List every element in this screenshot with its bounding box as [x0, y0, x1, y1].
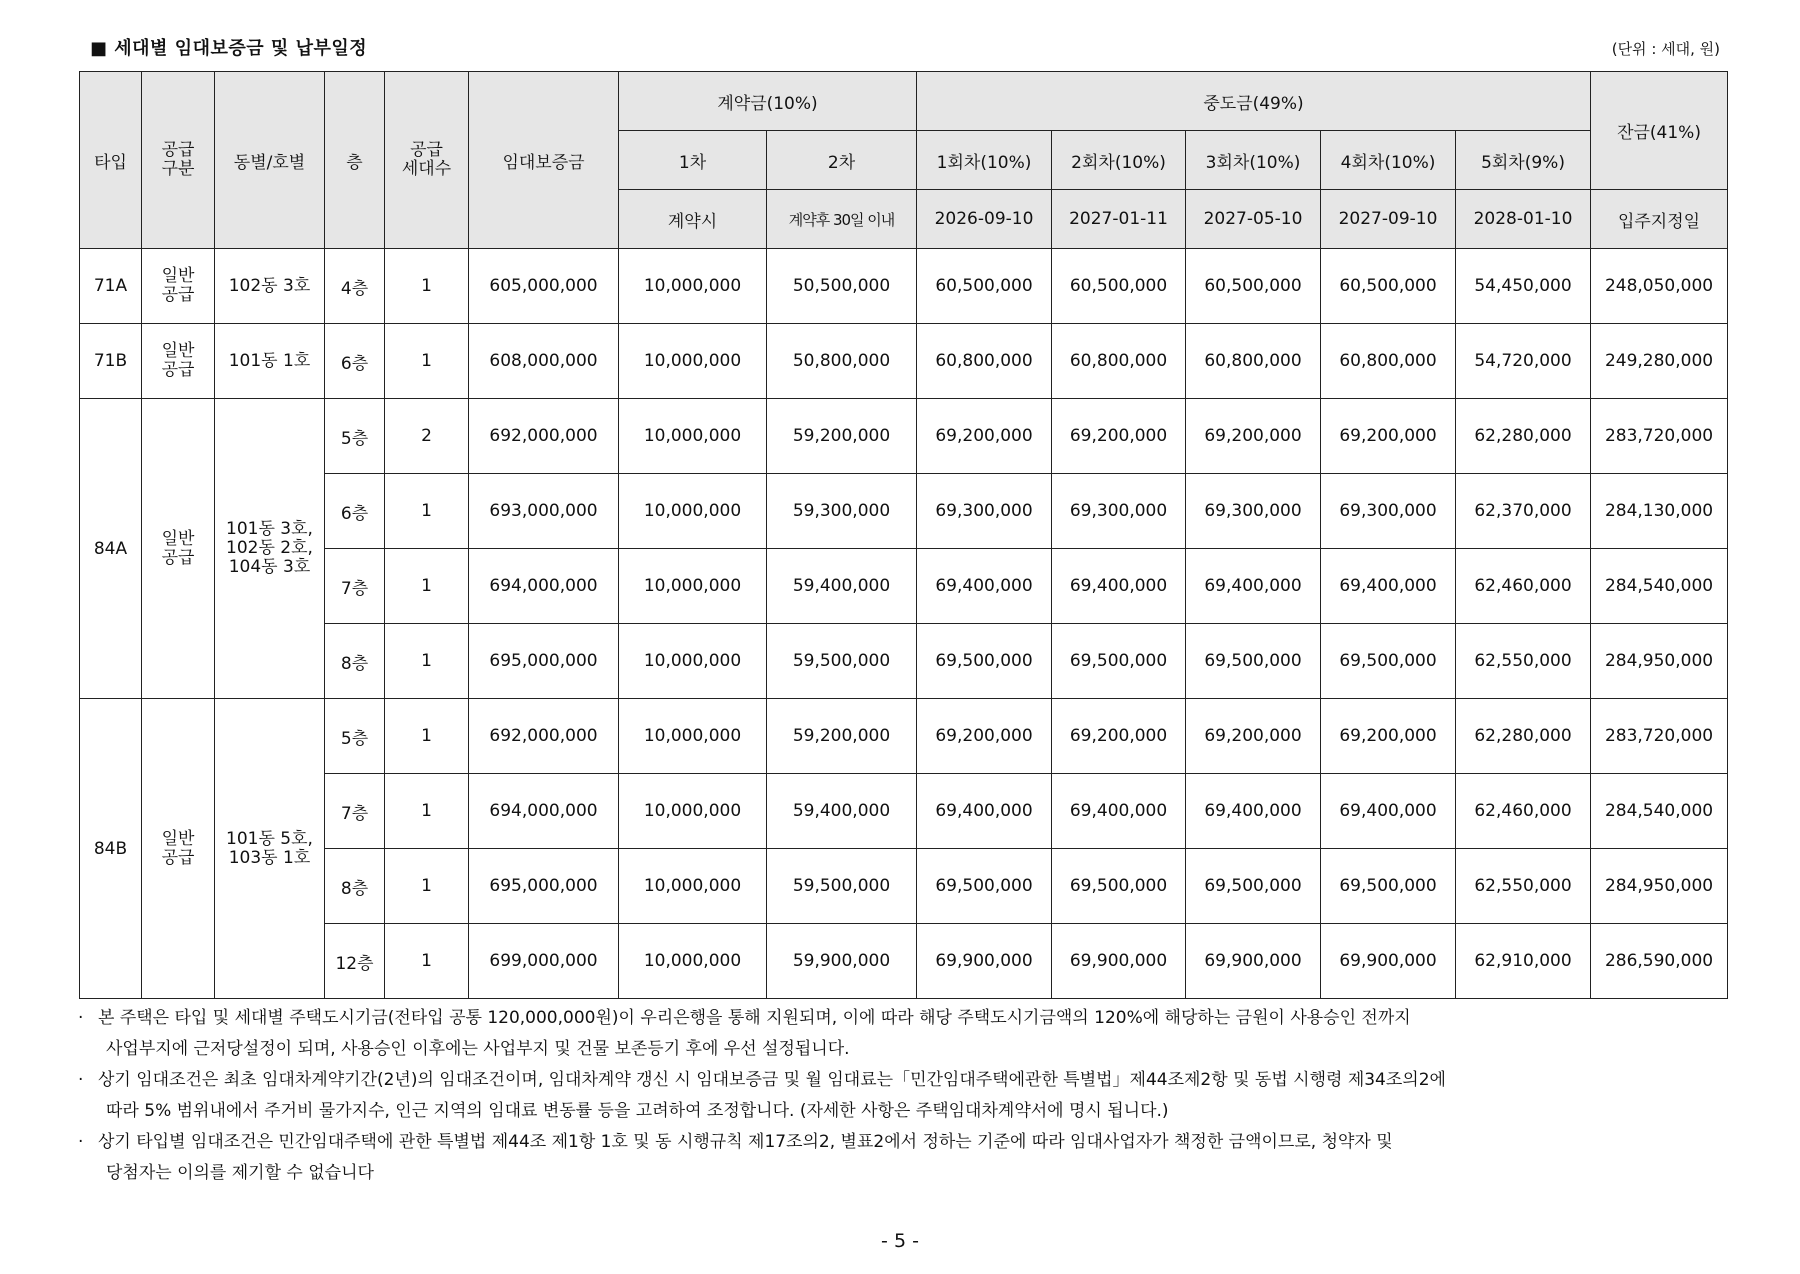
contract-second-cell: 59,200,000 — [767, 399, 917, 474]
supply-kind-cell — [142, 249, 215, 324]
interim-5-cell: 62,280,000 — [1456, 699, 1591, 774]
floor-cell: 4층 — [325, 249, 385, 324]
households-cell: 1 — [385, 774, 469, 849]
col-interim: 중도금(49%) — [917, 72, 1591, 131]
floor-cell: 7층 — [325, 774, 385, 849]
interim-5-cell: 62,460,000 — [1456, 549, 1591, 624]
interim-4-cell: 60,800,000 — [1321, 324, 1456, 399]
floor-cell: 8층 — [325, 849, 385, 924]
note-line: 따라 5% 범위내에서 주거비 물가지수, 인근 지역의 임대료 변동률 등을 고려하여 조정합니다. (자세한 사항은 주택임대차계약서에 명시 됩니다.) — [106, 1101, 1169, 1121]
col-interim-4: 4회차(10%) — [1321, 131, 1456, 190]
col-balance: 잔금(41%) — [1591, 72, 1728, 190]
interim-1-cell: 69,400,000 — [917, 549, 1052, 624]
building-unit-cell — [215, 249, 325, 324]
floor-cell: 6층 — [325, 474, 385, 549]
supply-kind-label: 일반 공급 — [161, 828, 195, 868]
balance-cell: 284,540,000 — [1591, 549, 1728, 624]
interim-4-cell: 69,300,000 — [1321, 474, 1456, 549]
balance-cell: 283,720,000 — [1591, 699, 1728, 774]
note-item — [78, 1065, 1728, 1127]
interim-3-cell: 69,500,000 — [1186, 624, 1321, 699]
floor-cell: 8층 — [325, 624, 385, 699]
note-bullet: · — [78, 1132, 84, 1152]
interim-1-cell: 60,500,000 — [917, 249, 1052, 324]
balance-cell: 283,720,000 — [1591, 399, 1728, 474]
deposit-schedule-table — [79, 71, 1728, 999]
households-cell: 1 — [385, 699, 469, 774]
deposit-cell: 694,000,000 — [469, 774, 619, 849]
building-unit-cell — [215, 399, 325, 699]
interim-4-cell: 69,500,000 — [1321, 624, 1456, 699]
contract-second-cell: 59,500,000 — [767, 849, 917, 924]
interim-3-cell: 69,500,000 — [1186, 849, 1321, 924]
households-cell: 1 — [385, 624, 469, 699]
building-unit-label: 101동 1호 — [228, 351, 311, 371]
note-line: 상기 타입별 임대조건은 민간임대주택에 관한 특별법 제44조 제1항 1호 및 동 시행규칙 제17조의2, 별표2에서 정하는 기준에 따라 임대사업자가 책정한 금액이므로, 청약자 및 — [98, 1132, 1393, 1152]
contract-second-cell: 50,800,000 — [767, 324, 917, 399]
interim-5-cell: 62,910,000 — [1456, 924, 1591, 999]
date-interim-4: 2027-09-10 — [1321, 190, 1456, 249]
interim-1-cell: 69,200,000 — [917, 699, 1052, 774]
interim-1-cell: 60,800,000 — [917, 324, 1052, 399]
when-balance: 입주지정일 — [1591, 190, 1728, 249]
interim-5-cell: 62,460,000 — [1456, 774, 1591, 849]
interim-1-cell: 69,300,000 — [917, 474, 1052, 549]
col-interim-2: 2회차(10%) — [1052, 131, 1186, 190]
interim-4-cell: 69,500,000 — [1321, 849, 1456, 924]
section-header — [90, 34, 1720, 64]
interim-5-cell: 62,370,000 — [1456, 474, 1591, 549]
balance-cell: 284,540,000 — [1591, 774, 1728, 849]
interim-3-cell: 60,500,000 — [1186, 249, 1321, 324]
floor-cell: 6층 — [325, 324, 385, 399]
col-contract: 계약금(10%) — [619, 72, 917, 131]
contract-second-cell: 59,400,000 — [767, 549, 917, 624]
contract-second-cell: 59,300,000 — [767, 474, 917, 549]
interim-2-cell: 69,400,000 — [1052, 774, 1186, 849]
deposit-cell: 692,000,000 — [469, 699, 619, 774]
deposit-cell: 694,000,000 — [469, 549, 619, 624]
floor-cell: 5층 — [325, 399, 385, 474]
households-cell: 2 — [385, 399, 469, 474]
type-cell: 71A — [80, 249, 142, 324]
interim-2-cell: 69,300,000 — [1052, 474, 1186, 549]
interim-3-cell: 69,200,000 — [1186, 699, 1321, 774]
deposit-cell: 693,000,000 — [469, 474, 619, 549]
table-row — [80, 624, 1728, 699]
table-row — [80, 924, 1728, 999]
contract-second-cell: 59,200,000 — [767, 699, 917, 774]
balance-cell: 248,050,000 — [1591, 249, 1728, 324]
interim-2-cell: 60,500,000 — [1052, 249, 1186, 324]
table-body — [80, 249, 1728, 999]
col-contract-second: 2차 — [767, 131, 917, 190]
contract-second-cell: 59,500,000 — [767, 624, 917, 699]
note-bullet: · — [78, 1008, 84, 1028]
supply-kind-cell — [142, 399, 215, 699]
col-interim-5: 5회차(9%) — [1456, 131, 1591, 190]
interim-5-cell: 54,720,000 — [1456, 324, 1591, 399]
building-unit-label: 101동 3호, 102동 2호, 104동 3호 — [226, 519, 313, 577]
households-cell: 1 — [385, 324, 469, 399]
interim-1-cell: 69,500,000 — [917, 624, 1052, 699]
balance-cell: 249,280,000 — [1591, 324, 1728, 399]
col-supply-kind-label: 공급 구분 — [161, 140, 195, 179]
contract-first-cell: 10,000,000 — [619, 624, 767, 699]
floor-cell: 7층 — [325, 549, 385, 624]
note-line: 본 주택은 타입 및 세대별 주택도시기금(전타입 공통 120,000,000원)이 우리은행을 통해 지원되며, 이에 따라 해당 주택도시기금액의 120%에 해당하는 금원이 사용승인 전까지 — [98, 1008, 1411, 1028]
interim-4-cell: 69,400,000 — [1321, 549, 1456, 624]
col-building-unit: 동별/호별 — [215, 72, 325, 249]
contract-first-cell: 10,000,000 — [619, 249, 767, 324]
interim-1-cell: 69,400,000 — [917, 774, 1052, 849]
interim-1-cell: 69,200,000 — [917, 399, 1052, 474]
table-row — [80, 849, 1728, 924]
interim-1-cell: 69,900,000 — [917, 924, 1052, 999]
contract-first-cell: 10,000,000 — [619, 474, 767, 549]
table-row — [80, 549, 1728, 624]
supply-kind-label: 일반 공급 — [161, 528, 195, 568]
interim-3-cell: 69,300,000 — [1186, 474, 1321, 549]
col-type: 타입 — [80, 72, 142, 249]
interim-5-cell: 62,550,000 — [1456, 624, 1591, 699]
interim-4-cell: 69,200,000 — [1321, 399, 1456, 474]
interim-5-cell: 54,450,000 — [1456, 249, 1591, 324]
contract-first-cell: 10,000,000 — [619, 774, 767, 849]
col-supply-kind — [142, 72, 215, 249]
contract-first-cell: 10,000,000 — [619, 924, 767, 999]
interim-2-cell: 69,500,000 — [1052, 849, 1186, 924]
supply-kind-cell — [142, 699, 215, 999]
building-unit-cell — [215, 324, 325, 399]
contract-first-cell: 10,000,000 — [619, 324, 767, 399]
col-households-label: 공급 세대수 — [401, 140, 452, 179]
households-cell: 1 — [385, 249, 469, 324]
interim-3-cell: 69,400,000 — [1186, 549, 1321, 624]
contract-first-cell: 10,000,000 — [619, 549, 767, 624]
date-interim-1: 2026-09-10 — [917, 190, 1052, 249]
balance-cell: 284,950,000 — [1591, 624, 1728, 699]
note-line: 당첨자는 이의를 제기할 수 없습니다 — [106, 1163, 374, 1183]
type-cell: 71B — [80, 324, 142, 399]
date-interim-2: 2027-01-11 — [1052, 190, 1186, 249]
households-cell: 1 — [385, 549, 469, 624]
interim-2-cell: 69,200,000 — [1052, 699, 1186, 774]
table-row — [80, 249, 1728, 324]
deposit-cell: 605,000,000 — [469, 249, 619, 324]
interim-3-cell: 69,900,000 — [1186, 924, 1321, 999]
households-cell: 1 — [385, 849, 469, 924]
when-contract-first: 계약시 — [619, 190, 767, 249]
balance-cell: 284,130,000 — [1591, 474, 1728, 549]
interim-3-cell: 69,400,000 — [1186, 774, 1321, 849]
households-cell: 1 — [385, 924, 469, 999]
interim-5-cell: 62,550,000 — [1456, 849, 1591, 924]
deposit-cell: 692,000,000 — [469, 399, 619, 474]
note-item — [78, 1003, 1728, 1065]
table-row — [80, 474, 1728, 549]
interim-3-cell: 60,800,000 — [1186, 324, 1321, 399]
deposit-cell: 695,000,000 — [469, 849, 619, 924]
contract-first-cell: 10,000,000 — [619, 849, 767, 924]
col-households — [385, 72, 469, 249]
table-row — [80, 399, 1728, 474]
floor-cell: 5층 — [325, 699, 385, 774]
supply-kind-label: 일반 공급 — [161, 266, 195, 305]
interim-1-cell: 69,500,000 — [917, 849, 1052, 924]
interim-5-cell: 62,280,000 — [1456, 399, 1591, 474]
notes-section — [78, 1003, 1728, 1189]
balance-cell: 284,950,000 — [1591, 849, 1728, 924]
interim-2-cell: 69,400,000 — [1052, 549, 1186, 624]
building-unit-cell — [215, 699, 325, 999]
col-floor: 층 — [325, 72, 385, 249]
note-item — [78, 1127, 1728, 1189]
deposit-cell: 608,000,000 — [469, 324, 619, 399]
type-cell: 84A — [80, 399, 142, 699]
contract-second-cell: 59,400,000 — [767, 774, 917, 849]
building-unit-label: 101동 5호, 103동 1호 — [226, 828, 313, 868]
table-row — [80, 774, 1728, 849]
section-title: ■ 세대별 임대보증금 및 납부일정 — [90, 38, 368, 59]
when-contract-second: 계약후 30일 이내 — [767, 190, 917, 249]
date-interim-5: 2028-01-10 — [1456, 190, 1591, 249]
contract-second-cell: 50,500,000 — [767, 249, 917, 324]
building-unit-label: 102동 3호 — [228, 276, 311, 296]
type-cell: 84B — [80, 699, 142, 999]
col-contract-first: 1차 — [619, 131, 767, 190]
page-number: - 5 - — [881, 1230, 919, 1252]
interim-3-cell: 69,200,000 — [1186, 399, 1321, 474]
col-deposit: 임대보증금 — [469, 72, 619, 249]
note-bullet: · — [78, 1070, 84, 1090]
interim-4-cell: 69,400,000 — [1321, 774, 1456, 849]
contract-first-cell: 10,000,000 — [619, 699, 767, 774]
interim-2-cell: 69,200,000 — [1052, 399, 1186, 474]
households-cell: 1 — [385, 474, 469, 549]
interim-4-cell: 69,200,000 — [1321, 699, 1456, 774]
interim-2-cell: 69,500,000 — [1052, 624, 1186, 699]
interim-4-cell: 60,500,000 — [1321, 249, 1456, 324]
interim-4-cell: 69,900,000 — [1321, 924, 1456, 999]
deposit-cell: 695,000,000 — [469, 624, 619, 699]
supply-kind-cell — [142, 324, 215, 399]
supply-kind-label: 일반 공급 — [161, 341, 195, 380]
deposit-cell: 699,000,000 — [469, 924, 619, 999]
col-interim-1: 1회차(10%) — [917, 131, 1052, 190]
balance-cell: 286,590,000 — [1591, 924, 1728, 999]
table-row — [80, 324, 1728, 399]
interim-2-cell: 60,800,000 — [1052, 324, 1186, 399]
table-header — [80, 72, 1728, 249]
col-interim-3: 3회차(10%) — [1186, 131, 1321, 190]
contract-second-cell: 59,900,000 — [767, 924, 917, 999]
floor-cell: 12층 — [325, 924, 385, 999]
note-line: 상기 임대조건은 최초 임대차계약기간(2년)의 임대조건이며, 임대차계약 갱신 시 임대보증금 및 월 임대료는「민간임대주택에관한 특별법」제44조제2항 및 동법 시행령 제34조의2에 — [98, 1070, 1446, 1090]
table-row — [80, 699, 1728, 774]
unit-label: (단위 : 세대, 원) — [1611, 40, 1720, 58]
note-line: 사업부지에 근저당설정이 되며, 사용승인 이후에는 사업부지 및 건물 보존등기 후에 우선 설정됩니다. — [106, 1039, 850, 1059]
contract-first-cell: 10,000,000 — [619, 399, 767, 474]
interim-2-cell: 69,900,000 — [1052, 924, 1186, 999]
date-interim-3: 2027-05-10 — [1186, 190, 1321, 249]
